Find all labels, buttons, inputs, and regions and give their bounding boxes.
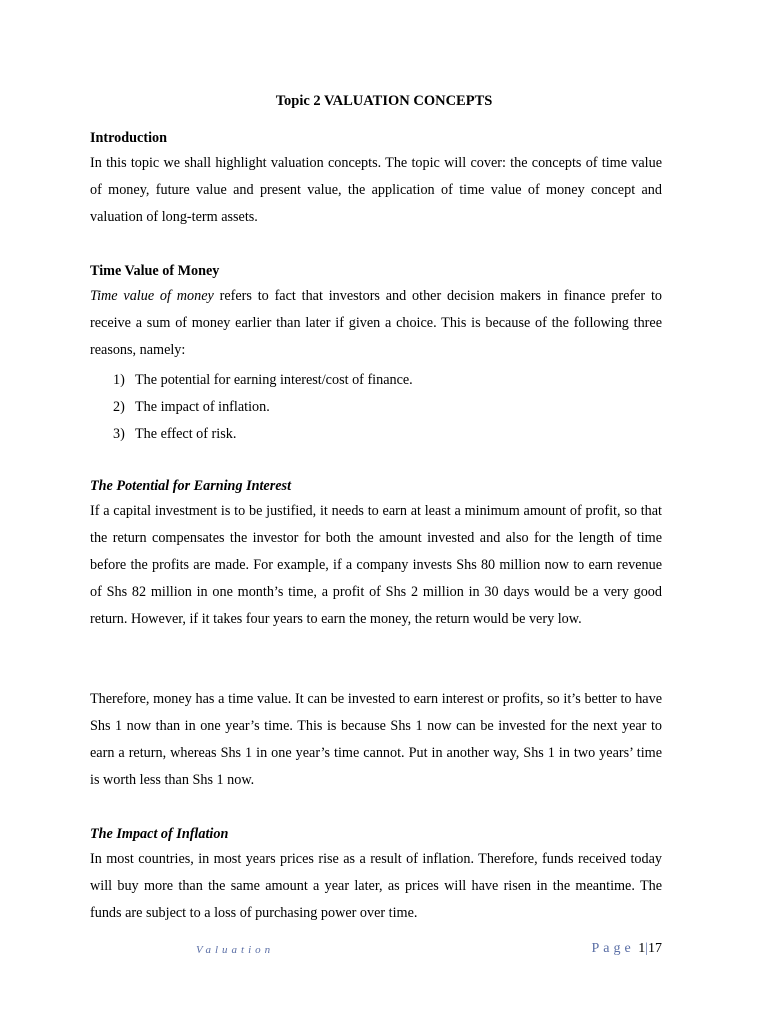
footer-doc-label: Valuation — [196, 944, 275, 956]
tvm-section — [90, 261, 662, 364]
list-text: The impact of inflation. — [135, 399, 270, 415]
intro-heading: Introduction — [90, 130, 167, 146]
list-number: 2) — [113, 399, 125, 415]
tvm-paragraph-text: refers to fact that investors and other decision makers in finance prefer to receive a sum of money earlier than later if given a choice. This is because of the following three reasons, namely: — [90, 288, 662, 358]
tvm-heading: Time Value of Money — [90, 263, 220, 279]
list-text: The potential for earning interest/cost of finance. — [135, 372, 413, 388]
page-title: Topic 2 VALUATION CONCEPTS — [275, 93, 493, 109]
list-item — [90, 367, 413, 394]
interest-heading: The Potential for Earning Interest — [90, 478, 292, 494]
inflation-paragraph: In most countries, in most years prices rise as a result of inflation. Therefore, funds received today will buy more than the same amount a year later, as prices will have risen in the meantime. The funds are subject to a loss of purchasing power over time. — [90, 851, 662, 921]
footer-separator: | — [645, 941, 648, 956]
tvm-paragraph — [90, 283, 662, 364]
therefore-section — [90, 686, 662, 794]
list-item — [90, 394, 413, 421]
footer-page-number — [591, 941, 662, 957]
intro-section — [90, 128, 662, 231]
interest-section — [90, 476, 662, 633]
intro-paragraph: In this topic we shall highlight valuation concepts. The topic will cover: the concepts of time value of money, future value and present value, the application of time value of money concept and valuation of long-term assets. — [90, 155, 662, 225]
interest-paragraph: If a capital investment is to be justified, it needs to earn at least a minimum amount of profit, so that the return compensates the investor for both the amount invested and also for the length of time before the profits are made. For example, if a company invests Shs 80 million now to earn revenue of Shs 82 million in one month’s time, a profit of Shs 2 million in 30 days would be a very good return. However, if it takes four years to earn the money, the return would be very low. — [90, 503, 662, 627]
inflation-section — [90, 824, 662, 927]
list-text: The effect of risk. — [135, 426, 237, 442]
footer-current-page: 1 — [638, 941, 646, 956]
list-number: 1) — [113, 372, 125, 388]
therefore-paragraph: Therefore, money has a time value. It can be invested to earn interest or profits, so it’s better to have Shs 1 now than in one year’s time. This is because Shs 1 now can be invested for the next year to earn a return, whereas Shs 1 in one year’s time cannot. Put in another way, Shs 1 in two years’ time is worth less than Shs 1 now. — [90, 691, 662, 788]
footer-page-word: Page — [591, 941, 635, 956]
reasons-list — [90, 367, 413, 448]
inflation-heading: The Impact of Inflation — [90, 826, 229, 842]
list-item — [90, 421, 413, 448]
list-number: 3) — [113, 426, 125, 442]
footer-total-pages: 17 — [648, 941, 662, 956]
tvm-term: Time value of money — [90, 288, 214, 304]
